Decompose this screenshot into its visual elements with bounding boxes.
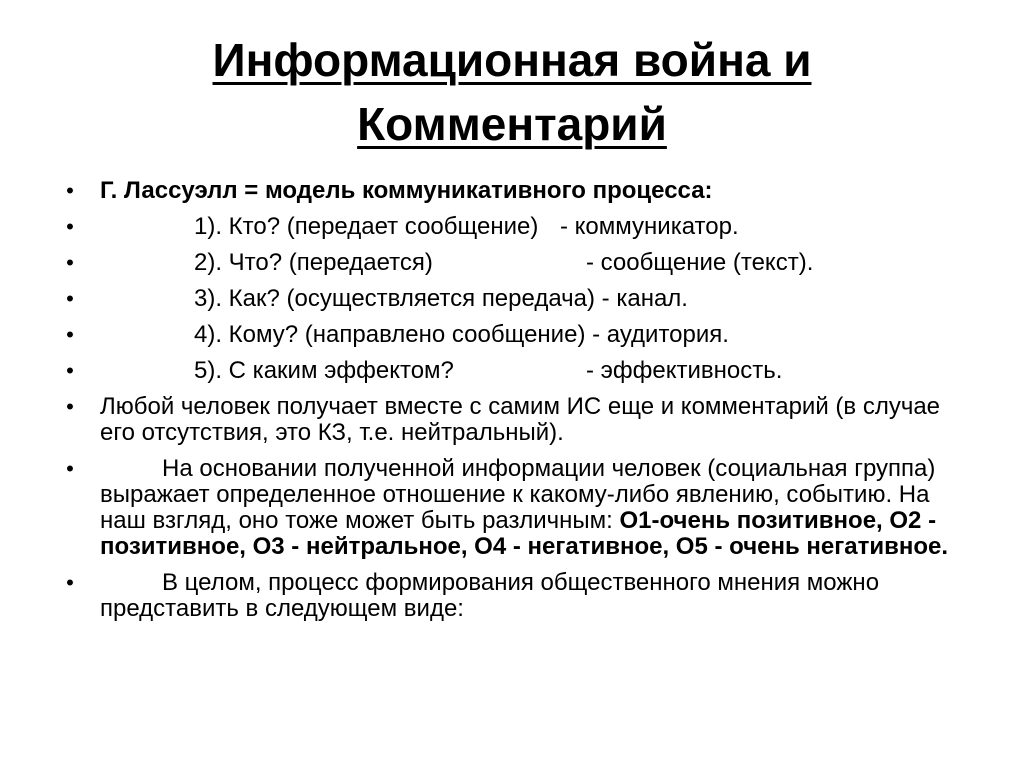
- bullet-icon: •: [66, 358, 74, 383]
- item-text: 5). С каким эффектом?: [194, 357, 454, 384]
- bullet-item-what: [60, 250, 980, 276]
- sub-row: [100, 286, 980, 312]
- bullet-item-who: [60, 214, 980, 240]
- slide-body: [60, 178, 980, 632]
- bullet-icon: •: [66, 322, 74, 347]
- sub-row: [100, 214, 980, 240]
- item-text: Любой человек получает вместе с самим ИС еще и комментарий (в случае его отсутствия, это КЗ, т.е. нейтральный).: [100, 393, 941, 446]
- slide-title: [0, 28, 1024, 156]
- bullet-item-effect: [60, 358, 980, 384]
- bullet-item-attitude: [60, 456, 980, 560]
- bullet-icon: •: [66, 250, 74, 275]
- title-line-1: Информационная война и: [212, 34, 812, 86]
- bullet-item-whom: [60, 322, 980, 348]
- bullet-icon: •: [66, 178, 74, 203]
- item-text: 2). Что? (передается): [194, 249, 433, 276]
- bullet-icon: •: [66, 570, 74, 595]
- item-text: 4). Кому? (направлено сообщение) - аудитория.: [194, 321, 729, 348]
- bullet-icon: •: [66, 456, 74, 481]
- item-text: 1). Кто? (передает сообщение): [194, 213, 539, 240]
- bullet-item-commentary: [60, 394, 980, 446]
- bullet-icon: •: [66, 394, 74, 419]
- item-tail: - эффективность.: [586, 357, 783, 384]
- bullet-icon: •: [66, 286, 74, 311]
- sub-row: [100, 250, 980, 276]
- item-tail: - сообщение (текст).: [586, 249, 814, 276]
- bullet-item-lasswell: [60, 178, 980, 204]
- bullet-icon: •: [66, 214, 74, 239]
- sub-row: [100, 322, 980, 348]
- item-text: Г. Лассуэлл = модель коммуникативного процесса:: [100, 177, 713, 204]
- item-text: В целом, процесс формирования общественного мнения можно представить в следующем виде:: [100, 569, 880, 622]
- title-line-2: Комментарий: [357, 98, 667, 150]
- sub-row: [100, 358, 980, 384]
- item-text: 3). Как? (осуществляется передача) - канал.: [194, 285, 688, 312]
- item-text: На основании полученной информации человек (социальная группа) выражает определенное отношение к какому-либо явлению, событию. На наш взгляд, оно тоже может быть различным:: [100, 455, 936, 534]
- item-tail: - коммуникатор.: [560, 213, 739, 240]
- bullet-item-process: [60, 570, 980, 622]
- item-bold-text: О1-очень позитивное, О2 - позитивное, О3 - нейтральное, О4 - негативное, О5 - очень негативное.: [100, 507, 949, 560]
- bullet-item-how: [60, 286, 980, 312]
